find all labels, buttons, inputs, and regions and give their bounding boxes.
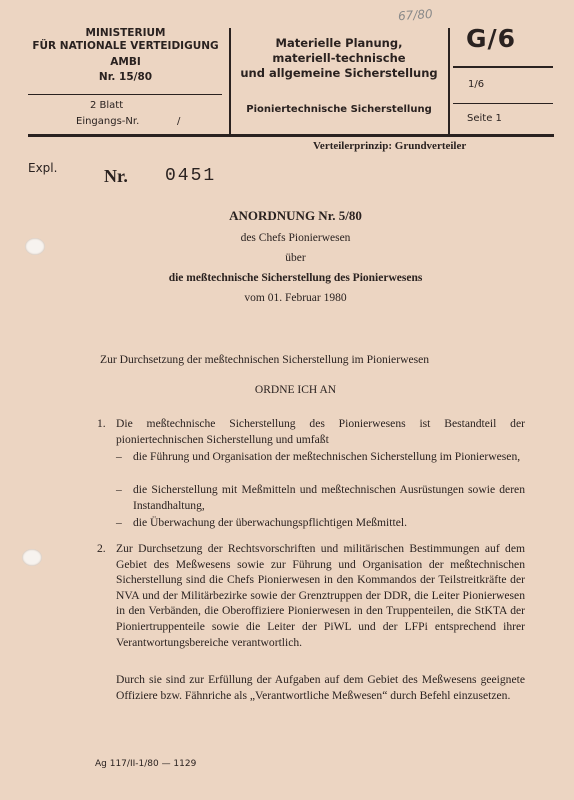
title-line2: des Chefs Pionierwesen: [240, 232, 351, 244]
item1-dash3: die Überwachung der überwachungspflichtigen Meßmittel.: [133, 516, 407, 529]
item-number: 1.: [97, 417, 106, 430]
ambi-number: Nr. 15/80: [98, 70, 153, 83]
ministry-line2: FÜR NATIONALE VERTEIDIGUNG: [32, 39, 219, 52]
divider: [453, 66, 553, 68]
ministry-block: [28, 27, 223, 83]
title-line3: über: [285, 252, 306, 264]
ministry-line1: MINISTERIUM: [85, 27, 166, 39]
item2-text2: Durch sie sind zur Erfüllung der Aufgaben auf dem Gebiet des Meßwesens geeignete Offiziere bzw. Fähnriche als „Verantwortliche Meßwesen“ durch Befehl einzusetzen.: [116, 673, 525, 702]
title-line4: die meßtechnische Sicherstellung des Pionierwesens: [168, 272, 423, 284]
dash-bullet: –: [116, 450, 122, 463]
blatt-count: 2 Blatt: [90, 100, 124, 111]
title-main: ANORDNUNG Nr. 5/80: [229, 208, 362, 223]
expl-number: 0451: [165, 166, 217, 186]
intro-text: Zur Durchsetzung der meßtechnischen Sicherstellung im Pionierwesen: [100, 353, 430, 366]
divider: [229, 28, 231, 134]
expl-label: Expl.: [28, 161, 58, 175]
divider: [28, 94, 222, 95]
code-sub: 1/6: [468, 79, 485, 90]
title-line5: vom 01. Februar 1980: [244, 292, 347, 304]
ambi-label: AMBI: [110, 56, 141, 68]
subject-block: [233, 36, 445, 81]
dash-bullet: –: [116, 483, 122, 496]
item1-dash2: die Sicherstellung mit Meßmitteln und meßtechnischen Ausrüstungen sowie deren Instandhaltung,: [133, 483, 525, 512]
expl-nr: Nr.: [104, 166, 128, 186]
item2-text: Zur Durchsetzung der Rechtsvorschriften und militärischen Bestimmungen auf dem Gebiet des Meßwesens sowie zur Führung und Organisation der meßtechnischen Sicherstellung sind die Chefs Pionierwesen in den Kommandos der Teilstreitkräfte der NVA und der Militärbezirke sowie der Grenztruppen der DDR, die Leiter Pionierwesen in den Verbänden, die Oberoffiziere Pionierwesen in den Truppenteilen, die StKTA der Pioniertruppenteile sowie die Leiter der PiWL und der LFPi entsprechend ihrer Verantwortungsbereiche verantwortlich.: [116, 542, 525, 649]
divider: [448, 28, 450, 134]
subject-sub: Pioniertechnische Sicherstellung: [246, 104, 432, 115]
distribution-principle: Verteilerprinzip: Grundverteiler: [313, 140, 467, 152]
dash-bullet: –: [116, 516, 122, 529]
item1-dash1: die Führung und Organisation der meßtechnischen Sicherstellung im Pionierwesen,: [133, 450, 521, 463]
eingangs-label: Eingangs-Nr.: [76, 116, 140, 127]
item1-text: Die meßtechnische Sicherstellung des Pionierwesens ist Bestandteil der pioniertechnischen Sicherstellung und umfaßt: [116, 417, 525, 446]
title-block: [28, 208, 563, 304]
eingangs-slash: /: [177, 116, 181, 127]
page-number: Seite 1: [467, 113, 502, 124]
document-code: G/6: [466, 24, 517, 53]
ordne-heading: ORDNE ICH AN: [254, 384, 337, 396]
handwritten-note: 67/80: [397, 6, 434, 24]
divider: [453, 103, 553, 104]
subject-line2: materiell-technische: [272, 51, 406, 65]
item-number: 2.: [97, 542, 106, 555]
subject-line3: und allgemeine Sicherstellung: [240, 66, 438, 80]
footer-code: Ag 117/II-1/80 — 1129: [95, 759, 197, 769]
punch-hole-bottom: [22, 549, 42, 566]
subject-line1: Materielle Planung,: [275, 36, 403, 50]
header-rule: [28, 134, 554, 137]
